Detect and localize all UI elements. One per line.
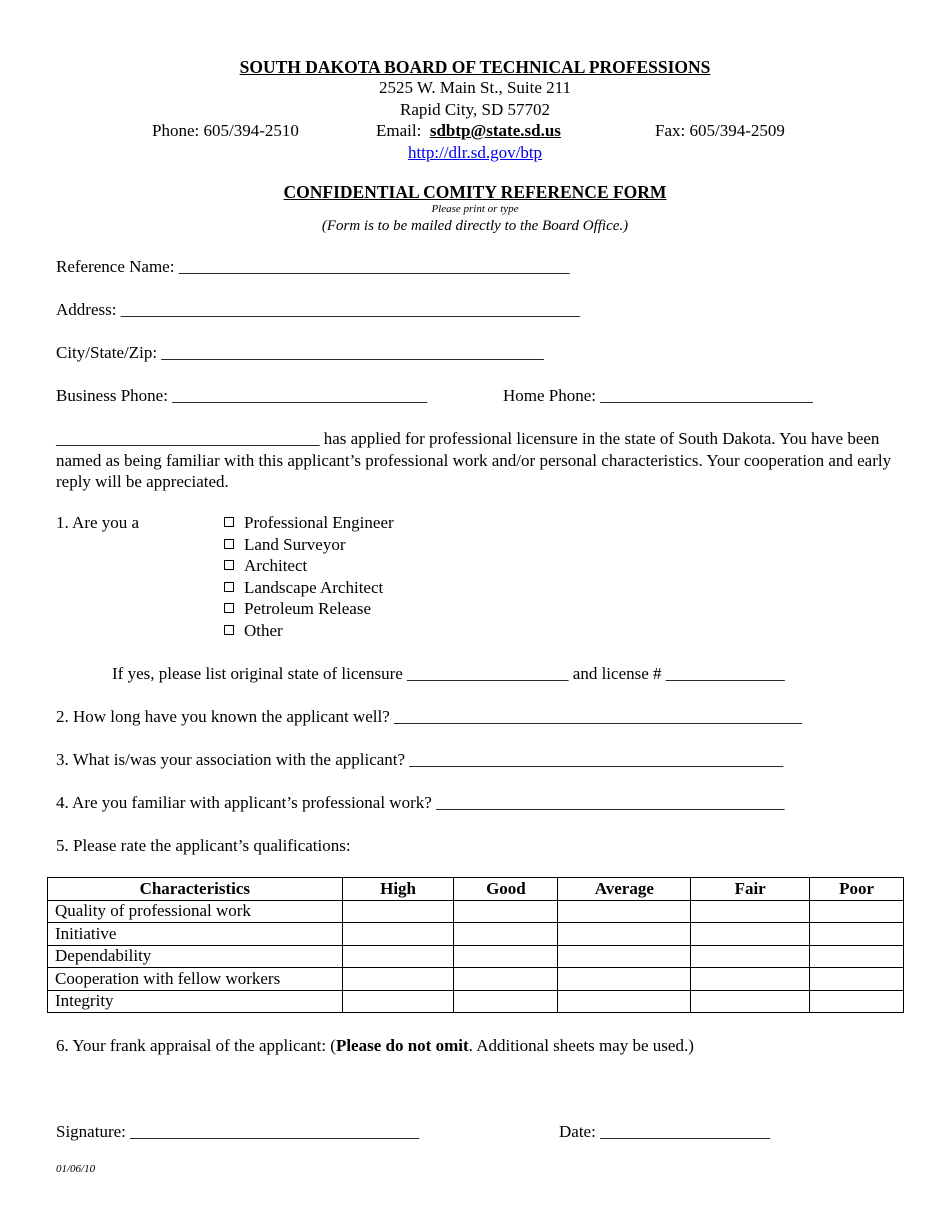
checkbox-label: Land Surveyor xyxy=(244,534,346,554)
checkbox-other[interactable] xyxy=(224,620,394,642)
question-2-field[interactable]: 2. How long have you known the applicant well? ________________________________________________ xyxy=(56,707,803,726)
row-label: Cooperation with fellow workers xyxy=(48,968,343,991)
rating-cell-good[interactable] xyxy=(454,923,558,946)
print-instruction: Please print or type xyxy=(431,203,519,215)
row-label: Integrity xyxy=(48,990,343,1013)
rating-cell-poor[interactable] xyxy=(810,945,904,968)
header-fair: Fair xyxy=(691,878,810,901)
rating-cell-high[interactable] xyxy=(342,945,454,968)
reference-name-field[interactable]: Reference Name: ______________________________________________ xyxy=(56,257,570,276)
checkbox-label: Landscape Architect xyxy=(244,577,384,597)
business-phone-field[interactable]: Business Phone: ______________________________ xyxy=(56,386,428,405)
checkbox-architect[interactable] xyxy=(224,555,394,577)
checkbox-petroleum-release[interactable] xyxy=(224,598,394,620)
website-link[interactable]: http://dlr.sd.gov/btp xyxy=(407,143,543,162)
checkbox-land-surveyor[interactable] xyxy=(224,534,394,556)
rating-cell-fair[interactable] xyxy=(691,945,810,968)
header-high: High xyxy=(342,878,454,901)
checkbox-icon xyxy=(224,582,234,592)
table-row xyxy=(48,923,904,946)
rating-cell-good[interactable] xyxy=(454,900,558,923)
email-line xyxy=(376,121,561,141)
rating-cell-good[interactable] xyxy=(454,945,558,968)
table-row xyxy=(48,900,904,923)
address-field[interactable]: Address: ______________________________________________________ xyxy=(56,300,580,319)
rating-cell-good[interactable] xyxy=(454,990,558,1013)
address-line-1: 2525 W. Main St., Suite 211 xyxy=(378,78,572,97)
rating-cell-high[interactable] xyxy=(342,900,454,923)
checkbox-icon xyxy=(224,603,234,613)
email-label: Email: xyxy=(376,121,422,140)
form-title: CONFIDENTIAL COMITY REFERENCE FORM xyxy=(283,182,667,202)
header-characteristics: Characteristics xyxy=(48,878,343,901)
checkbox-icon xyxy=(224,560,234,570)
rating-cell-fair[interactable] xyxy=(691,990,810,1013)
checkbox-landscape-architect[interactable] xyxy=(224,577,394,599)
q6-emphasis: Please do not omit xyxy=(335,1036,469,1055)
question-5-label: 5. Please rate the applicant’s qualifications: xyxy=(56,836,351,855)
rating-cell-poor[interactable] xyxy=(810,923,904,946)
rating-cell-average[interactable] xyxy=(558,923,691,946)
org-title: SOUTH DAKOTA BOARD OF TECHNICAL PROFESSIONS xyxy=(239,57,711,77)
q6-prefix: 6. Your frank appraisal of the applicant: ( xyxy=(56,1036,336,1055)
rating-cell-high[interactable] xyxy=(342,990,454,1013)
rating-cell-high[interactable] xyxy=(342,968,454,991)
website-line xyxy=(0,143,950,163)
table-row xyxy=(48,968,904,991)
email-address[interactable]: sdbtp@state.sd.us xyxy=(429,121,561,140)
rating-cell-average[interactable] xyxy=(558,900,691,923)
checkbox-icon xyxy=(224,625,234,635)
rating-cell-high[interactable] xyxy=(342,923,454,946)
rating-cell-fair[interactable] xyxy=(691,900,810,923)
checkbox-icon xyxy=(224,517,234,527)
row-label: Dependability xyxy=(48,945,343,968)
checkbox-label: Petroleum Release xyxy=(244,599,371,618)
table-row xyxy=(48,945,904,968)
q1-label: 1. Are you a xyxy=(56,513,140,532)
rating-cell-poor[interactable] xyxy=(810,990,904,1013)
mail-note: (Form is to be mailed directly to the Board Office.) xyxy=(321,218,629,234)
checkbox-label: Professional Engineer xyxy=(244,513,394,532)
header-poor: Poor xyxy=(810,878,904,901)
q6-suffix: . Additional sheets may be used.) xyxy=(468,1036,694,1055)
rating-cell-good[interactable] xyxy=(454,968,558,991)
intro-paragraph: _______________________________ has applied for professional licensure in the state of South Dakota. You have been named as being familiar with this applicant’s professional work and/or personal characteristics. Your cooperation and early reply will be appreciated. xyxy=(56,429,892,491)
checkbox-professional-engineer[interactable] xyxy=(224,512,394,534)
profession-checklist xyxy=(224,512,394,641)
phone-text: Phone: 605/394-2510 xyxy=(152,121,299,140)
header-average: Average xyxy=(558,878,691,901)
question-4-field[interactable]: 4. Are you familiar with applicant’s professional work? _________________________________________ xyxy=(56,793,785,812)
address-line-2: Rapid City, SD 57702 xyxy=(399,100,551,119)
rating-cell-poor[interactable] xyxy=(810,968,904,991)
checkbox-label: Architect xyxy=(244,556,308,575)
home-phone-field[interactable]: Home Phone: _________________________ xyxy=(503,386,813,405)
checkbox-icon xyxy=(224,539,234,549)
signature-field[interactable]: Signature: __________________________________ xyxy=(56,1122,420,1141)
checkbox-label: Other xyxy=(244,620,283,640)
date-field[interactable]: Date: ____________________ xyxy=(559,1122,771,1141)
rating-cell-average[interactable] xyxy=(558,990,691,1013)
row-label: Initiative xyxy=(48,923,343,946)
rating-table xyxy=(47,877,904,1013)
revision-date: 01/06/10 xyxy=(56,1163,96,1175)
row-label: Quality of professional work xyxy=(48,900,343,923)
city-state-zip-field[interactable]: City/State/Zip: _____________________________________________ xyxy=(56,343,544,362)
header-good: Good xyxy=(454,878,558,901)
rating-cell-average[interactable] xyxy=(558,968,691,991)
fax-text: Fax: 605/394-2509 xyxy=(655,121,785,140)
rating-table-header xyxy=(48,878,904,901)
licensure-followup-field[interactable]: If yes, please list original state of licensure ___________________ and license # ______________ xyxy=(112,664,785,683)
question-6-label xyxy=(56,1036,694,1056)
rating-cell-fair[interactable] xyxy=(691,923,810,946)
rating-cell-fair[interactable] xyxy=(691,968,810,991)
question-3-field[interactable]: 3. What is/was your association with the applicant? ____________________________________________ xyxy=(56,750,784,769)
rating-cell-poor[interactable] xyxy=(810,900,904,923)
table-row xyxy=(48,990,904,1013)
rating-cell-average[interactable] xyxy=(558,945,691,968)
